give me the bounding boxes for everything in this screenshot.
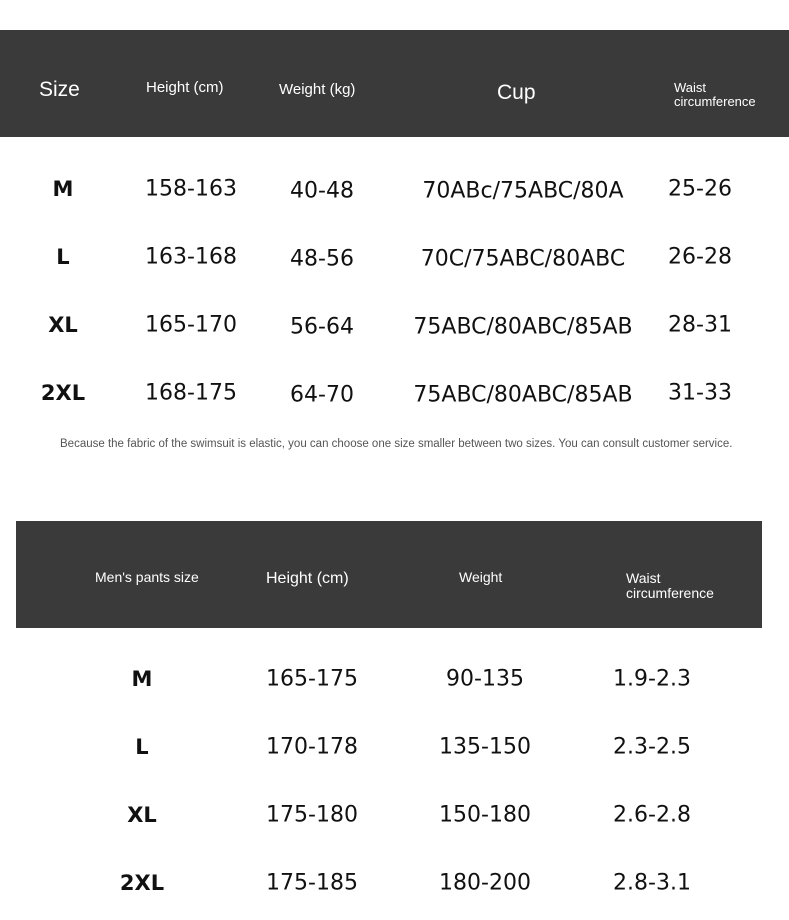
size-cell: 2XL	[119, 871, 165, 895]
header-men-size: Men's pants size	[95, 569, 199, 585]
waist-cell: 31-33	[668, 380, 732, 406]
size-cell: L	[56, 245, 70, 269]
waist-cell: 2.3-2.5	[613, 734, 691, 760]
size-cell: XL	[127, 803, 157, 827]
height-cell: 158-163	[145, 176, 237, 202]
men-table-header	[16, 521, 762, 628]
header-waist: Waist circumference	[674, 80, 756, 109]
header-size: Size	[39, 78, 80, 101]
weight-cell: 150-180	[439, 802, 531, 828]
size-cell: M	[52, 177, 74, 201]
women-table-header	[0, 30, 789, 137]
header-men-waist: Waist circumference	[626, 570, 714, 601]
size-cell: XL	[48, 313, 78, 337]
height-cell: 175-180	[266, 802, 358, 828]
size-cell: M	[131, 667, 153, 691]
height-cell: 163-168	[145, 244, 237, 270]
header-height: Height (cm)	[146, 79, 224, 96]
height-cell: 165-170	[145, 312, 237, 338]
header-men-weight: Weight	[459, 569, 503, 585]
weight-cell: 64-70	[290, 382, 354, 408]
header-weight: Weight (kg)	[279, 81, 356, 98]
height-cell: 165-175	[266, 666, 358, 692]
cup-cell: 70ABc/75ABC/80A	[422, 178, 624, 204]
waist-cell: 2.8-3.1	[613, 870, 691, 896]
header-men-height: Height (cm)	[266, 570, 349, 587]
weight-cell: 180-200	[439, 870, 531, 896]
weight-cell: 56-64	[290, 314, 354, 340]
size-note: Because the fabric of the swimsuit is elastic, you can choose one size smaller between two sizes. You can consult customer service.	[60, 438, 733, 450]
waist-cell: 28-31	[668, 312, 732, 338]
size-cell: 2XL	[40, 381, 86, 405]
height-cell: 170-178	[266, 734, 358, 760]
waist-cell: 25-26	[668, 176, 732, 202]
size-cell: L	[135, 735, 149, 759]
weight-cell: 135-150	[439, 734, 531, 760]
cup-cell: 70C/75ABC/80ABC	[420, 246, 626, 272]
cup-cell: 75ABC/80ABC/85AB	[413, 314, 633, 340]
height-cell: 175-185	[266, 870, 358, 896]
waist-cell: 2.6-2.8	[613, 802, 691, 828]
weight-cell: 48-56	[290, 246, 354, 272]
weight-cell: 90-135	[446, 666, 524, 692]
waist-cell: 1.9-2.3	[613, 666, 691, 692]
weight-cell: 40-48	[290, 178, 354, 204]
height-cell: 168-175	[145, 380, 237, 406]
header-cup: Cup	[497, 81, 536, 104]
cup-cell: 75ABC/80ABC/85AB	[413, 382, 633, 408]
waist-cell: 26-28	[668, 244, 732, 270]
